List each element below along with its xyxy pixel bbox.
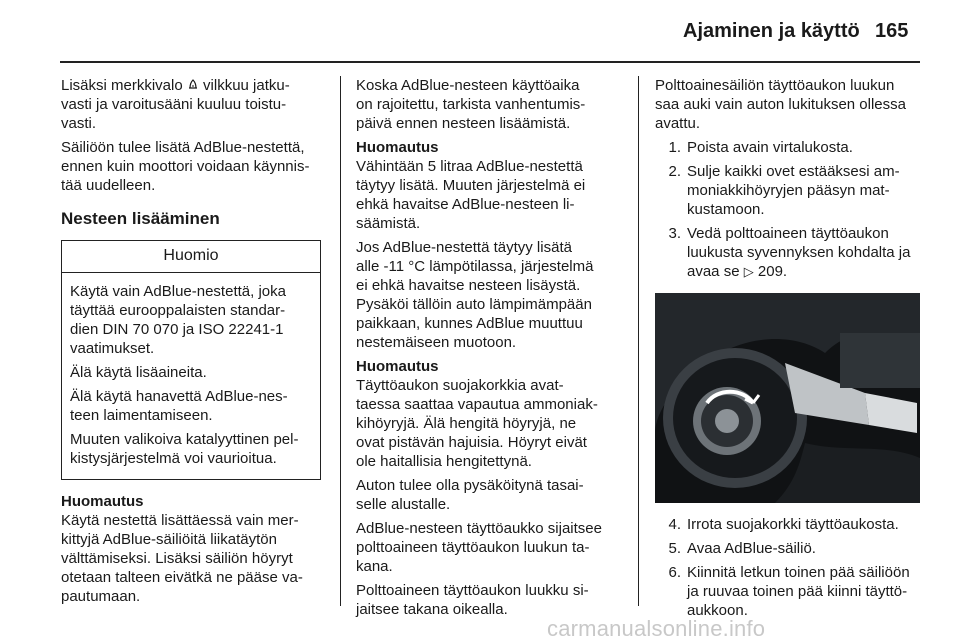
note-text: Vähintään 5 litraa AdBlue-nestettä täytyy lisätä. Muuten järjestelmä ei ehkä havaitse AdBlue-nesteen li- säämistä. (356, 158, 586, 232)
body-paragraph: AdBlue-nesteen täyttöaukko sijaitsee polttoaineen täyttöaukon luukun ta- kana. (356, 520, 602, 575)
watermark: carmanualsonline.info (547, 616, 766, 641)
list-item: 1. Poista avain virtalukosta. (668, 139, 853, 156)
page-reference-icon[interactable]: ▷ (743, 264, 754, 279)
caution-text: Älä käytä hanavettä AdBlue-nes- teen laimentamiseen. (70, 388, 288, 424)
warning-light-paragraph: Lisäksi merkkivalo vilkkuu jatku- vasti ja varoitusääni kuuluu toistu- vasti. (61, 77, 290, 132)
caution-text: Älä käytä lisäaineita. (70, 364, 207, 381)
caution-text: Muuten valikoiva katalyyttinen pel- kistysjärjestelmä voi vaurioitua. (70, 431, 299, 467)
caution-title: Huomio (62, 241, 320, 273)
note-text: Käytä nestettä lisättäessä vain mer- kittyjä AdBlue-säiliöitä liikatäytön välttämiseksi. Lisäksi säiliön höyryt otetaan talteen eivätkä ne pääse va- pautumaan. (61, 512, 303, 605)
page-header-title: Ajaminen ja käyttö (683, 20, 860, 42)
column-1 (61, 76, 326, 611)
note-heading: Huomautus (356, 139, 439, 156)
page-reference-link[interactable]: 209. (757, 263, 788, 280)
column-divider (340, 76, 341, 606)
body-paragraph: Polttoainesäiliön täyttöaukon luukun saa auki vain auton lukituksen ollessa avattu. (655, 77, 906, 132)
refill-required-paragraph: Säiliöön tulee lisätä AdBlue-nestettä, ennen kuin moottori voidaan käynnis- tää uudelleen. (61, 139, 310, 194)
list-item: 3. Vedä polttoaineen täyttöaukon luukusta syvennyksen kohdalta ja avaa se ▷ 209. (668, 225, 911, 280)
page-number: 165 (875, 20, 909, 42)
steps-list (655, 138, 925, 281)
note-text: Täyttöaukon suojakorkkia avat- taessa saattaa vapautua ammoniak- kihöyryjä. Älä hengitä höyryjä, ne ovat pistävän hajuisia. Höyryt eivät ole haitallisia hengitettynä. (356, 377, 598, 470)
fuel-filler-photo (655, 293, 920, 503)
note-heading: Huomautus (61, 493, 144, 510)
note-heading: Huomautus (356, 358, 439, 375)
caution-box (61, 240, 321, 480)
list-item: 6. Kiinnitä letkun toinen pää säiliöön ja ruuvaa toinen pää kiinni täyttö- aukkoon. (668, 564, 910, 619)
header-divider (60, 61, 920, 63)
steps-list (655, 515, 925, 620)
column-3 (655, 76, 925, 625)
section-heading: Nesteen lisääminen (61, 209, 220, 228)
column-2 (356, 76, 626, 624)
list-item: 5. Avaa AdBlue-säiliö. (668, 540, 816, 557)
column-divider (638, 76, 639, 606)
adblue-warning-icon (187, 76, 199, 95)
body-paragraph: Koska AdBlue-nesteen käyttöaika on rajoitettu, tarkista vanhentumis- päivä ennen nesteen lisäämistä. (356, 77, 586, 132)
list-item: 2. Sulje kaikki ovet estääksesi am- moniakkihöyryjen pääsyn mat- kustamoon. (668, 163, 900, 218)
body-paragraph: Polttoaineen täyttöaukon luukku si- jaitsee takana oikealla. (356, 582, 589, 618)
note-text: Jos AdBlue-nestettä täytyy lisätä alle -11 °C lämpötilassa, järjestelmä ei ehkä havaitse nesteen lisäystä. Pysäköi tällöin auto lämpimämpään paikkaan, kunnes AdBlue muuttuu nestemäiseen muotoon. (356, 239, 594, 351)
body-paragraph: Auton tulee olla pysäköitynä tasai- selle alustalle. (356, 477, 584, 513)
list-item: 4. Irrota suojakorkki täyttöaukosta. (668, 516, 899, 533)
caution-text: Käytä vain AdBlue-nestettä, joka täyttää eurooppalaisten standar- dien DIN 70 070 ja ISO 22241-1 vaatimukset. (70, 283, 286, 357)
